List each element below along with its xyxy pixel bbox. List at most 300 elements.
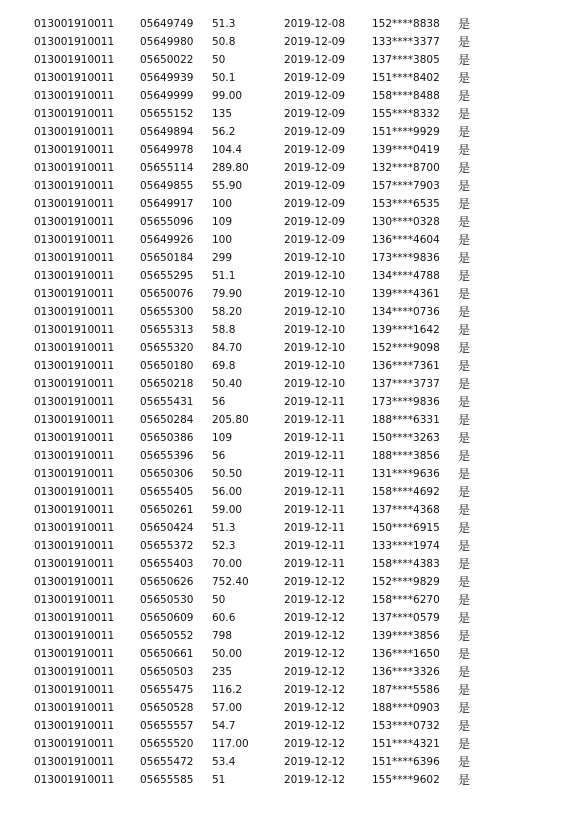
cell-flag: 是 (458, 647, 471, 661)
cell-code: 013001910011 (34, 72, 115, 84)
cell-flag: 是 (458, 89, 471, 103)
cell-flag: 是 (458, 701, 471, 715)
table-row (0, 609, 561, 627)
cell-flag: 是 (458, 449, 471, 463)
cell-order-id: 05650424 (140, 522, 194, 534)
table-row (0, 213, 561, 231)
cell-amount: 116.2 (212, 684, 243, 696)
table-row (0, 771, 561, 789)
cell-phone: 139****4361 (372, 288, 440, 300)
cell-order-id: 05655313 (140, 324, 194, 336)
cell-date: 2019-12-09 (284, 198, 346, 210)
cell-order-id: 05650180 (140, 360, 194, 372)
cell-phone: 137****3737 (372, 378, 440, 390)
table-row (0, 105, 561, 123)
cell-date: 2019-12-10 (284, 306, 346, 318)
cell-order-id: 05650503 (140, 666, 194, 678)
cell-code: 013001910011 (34, 360, 115, 372)
cell-code: 013001910011 (34, 198, 115, 210)
cell-order-id: 05649749 (140, 18, 194, 30)
cell-amount: 99.00 (212, 90, 243, 102)
cell-code: 013001910011 (34, 252, 115, 264)
cell-date: 2019-12-11 (284, 540, 346, 552)
cell-flag: 是 (458, 71, 471, 85)
cell-code: 013001910011 (34, 378, 115, 390)
cell-date: 2019-12-12 (284, 648, 346, 660)
cell-phone: 158****6270 (372, 594, 440, 606)
cell-code: 013001910011 (34, 396, 115, 408)
cell-order-id: 05650284 (140, 414, 194, 426)
cell-date: 2019-12-11 (284, 396, 346, 408)
cell-code: 013001910011 (34, 648, 115, 660)
table-row (0, 177, 561, 195)
cell-phone: 133****3377 (372, 36, 440, 48)
cell-phone: 152****9829 (372, 576, 440, 588)
cell-code: 013001910011 (34, 738, 115, 750)
cell-code: 013001910011 (34, 216, 115, 228)
cell-flag: 是 (458, 593, 471, 607)
table-row (0, 627, 561, 645)
cell-flag: 是 (458, 287, 471, 301)
table-row (0, 303, 561, 321)
cell-order-id: 05655372 (140, 540, 194, 552)
cell-amount: 205.80 (212, 414, 249, 426)
cell-flag: 是 (458, 395, 471, 409)
cell-date: 2019-12-09 (284, 108, 346, 120)
cell-amount: 56 (212, 450, 226, 462)
cell-amount: 50.1 (212, 72, 236, 84)
cell-code: 013001910011 (34, 540, 115, 552)
cell-flag: 是 (458, 305, 471, 319)
cell-amount: 56.00 (212, 486, 243, 498)
cell-code: 013001910011 (34, 486, 115, 498)
cell-code: 013001910011 (34, 342, 115, 354)
cell-phone: 153****0732 (372, 720, 440, 732)
records-table (0, 15, 561, 789)
cell-date: 2019-12-12 (284, 738, 346, 750)
cell-order-id: 05650184 (140, 252, 194, 264)
cell-order-id: 05650076 (140, 288, 194, 300)
cell-phone: 137****0579 (372, 612, 440, 624)
cell-order-id: 05650306 (140, 468, 194, 480)
cell-flag: 是 (458, 431, 471, 445)
cell-amount: 60.6 (212, 612, 236, 624)
cell-code: 013001910011 (34, 684, 115, 696)
cell-order-id: 05649978 (140, 144, 194, 156)
cell-date: 2019-12-11 (284, 558, 346, 570)
cell-date: 2019-12-10 (284, 360, 346, 372)
cell-code: 013001910011 (34, 702, 115, 714)
cell-flag: 是 (458, 179, 471, 193)
cell-code: 013001910011 (34, 144, 115, 156)
cell-date: 2019-12-12 (284, 684, 346, 696)
cell-order-id: 05655114 (140, 162, 194, 174)
cell-date: 2019-12-12 (284, 594, 346, 606)
cell-date: 2019-12-09 (284, 90, 346, 102)
cell-phone: 188****3856 (372, 450, 440, 462)
cell-order-id: 05649917 (140, 198, 194, 210)
table-row (0, 159, 561, 177)
cell-date: 2019-12-09 (284, 144, 346, 156)
cell-code: 013001910011 (34, 504, 115, 516)
cell-phone: 130****0328 (372, 216, 440, 228)
table-row (0, 285, 561, 303)
cell-phone: 139****1642 (372, 324, 440, 336)
cell-amount: 54.7 (212, 720, 236, 732)
cell-flag: 是 (458, 197, 471, 211)
cell-order-id: 05650609 (140, 612, 194, 624)
cell-date: 2019-12-12 (284, 666, 346, 678)
cell-phone: 152****8838 (372, 18, 440, 30)
cell-order-id: 05655300 (140, 306, 194, 318)
cell-amount: 50 (212, 594, 226, 606)
cell-order-id: 05650626 (140, 576, 194, 588)
cell-amount: 100 (212, 234, 233, 246)
cell-flag: 是 (458, 107, 471, 121)
cell-amount: 752.40 (212, 576, 249, 588)
table-row (0, 699, 561, 717)
cell-code: 013001910011 (34, 774, 115, 786)
cell-flag: 是 (458, 755, 471, 769)
table-row (0, 393, 561, 411)
cell-order-id: 05649999 (140, 90, 194, 102)
table-row (0, 573, 561, 591)
cell-flag: 是 (458, 143, 471, 157)
cell-order-id: 05650261 (140, 504, 194, 516)
cell-code: 013001910011 (34, 666, 115, 678)
cell-phone: 151****6396 (372, 756, 440, 768)
cell-date: 2019-12-10 (284, 288, 346, 300)
table-row (0, 663, 561, 681)
cell-date: 2019-12-10 (284, 252, 346, 264)
cell-order-id: 05655520 (140, 738, 194, 750)
cell-amount: 57.00 (212, 702, 243, 714)
cell-code: 013001910011 (34, 468, 115, 480)
table-row (0, 591, 561, 609)
cell-code: 013001910011 (34, 126, 115, 138)
cell-flag: 是 (458, 35, 471, 49)
cell-order-id: 05650528 (140, 702, 194, 714)
table-row (0, 33, 561, 51)
cell-phone: 188****6331 (372, 414, 440, 426)
cell-order-id: 05650552 (140, 630, 194, 642)
table-row (0, 429, 561, 447)
cell-phone: 157****7903 (372, 180, 440, 192)
cell-code: 013001910011 (34, 54, 115, 66)
cell-phone: 139****3856 (372, 630, 440, 642)
table-row (0, 195, 561, 213)
cell-order-id: 05655320 (140, 342, 194, 354)
table-row (0, 645, 561, 663)
cell-code: 013001910011 (34, 234, 115, 246)
cell-amount: 51.1 (212, 270, 236, 282)
table-row (0, 375, 561, 393)
cell-code: 013001910011 (34, 90, 115, 102)
cell-flag: 是 (458, 251, 471, 265)
cell-amount: 56 (212, 396, 226, 408)
table-row (0, 231, 561, 249)
cell-date: 2019-12-09 (284, 36, 346, 48)
cell-order-id: 05650218 (140, 378, 194, 390)
cell-date: 2019-12-11 (284, 432, 346, 444)
cell-flag: 是 (458, 341, 471, 355)
table-row (0, 249, 561, 267)
cell-date: 2019-12-09 (284, 162, 346, 174)
cell-flag: 是 (458, 503, 471, 517)
table-row (0, 69, 561, 87)
cell-flag: 是 (458, 485, 471, 499)
cell-date: 2019-12-11 (284, 468, 346, 480)
cell-amount: 58.8 (212, 324, 236, 336)
cell-order-id: 05650386 (140, 432, 194, 444)
cell-phone: 137****3805 (372, 54, 440, 66)
cell-phone: 188****0903 (372, 702, 440, 714)
cell-flag: 是 (458, 611, 471, 625)
cell-amount: 109 (212, 432, 233, 444)
cell-phone: 187****5586 (372, 684, 440, 696)
cell-flag: 是 (458, 53, 471, 67)
cell-phone: 133****1974 (372, 540, 440, 552)
cell-amount: 50.00 (212, 648, 243, 660)
cell-amount: 59.00 (212, 504, 243, 516)
cell-flag: 是 (458, 773, 471, 787)
table-row (0, 681, 561, 699)
cell-code: 013001910011 (34, 630, 115, 642)
table-row (0, 537, 561, 555)
cell-code: 013001910011 (34, 18, 115, 30)
cell-amount: 69.8 (212, 360, 236, 372)
cell-order-id: 05649926 (140, 234, 194, 246)
cell-date: 2019-12-10 (284, 342, 346, 354)
cell-date: 2019-12-11 (284, 504, 346, 516)
cell-order-id: 05655096 (140, 216, 194, 228)
cell-flag: 是 (458, 683, 471, 697)
cell-amount: 50.50 (212, 468, 243, 480)
cell-order-id: 05650530 (140, 594, 194, 606)
cell-order-id: 05655472 (140, 756, 194, 768)
cell-flag: 是 (458, 161, 471, 175)
table-row (0, 267, 561, 285)
cell-order-id: 05655557 (140, 720, 194, 732)
cell-amount: 104.4 (212, 144, 243, 156)
cell-code: 013001910011 (34, 270, 115, 282)
table-row (0, 123, 561, 141)
cell-flag: 是 (458, 323, 471, 337)
cell-phone: 152****9098 (372, 342, 440, 354)
cell-phone: 136****7361 (372, 360, 440, 372)
cell-phone: 150****3263 (372, 432, 440, 444)
cell-date: 2019-12-11 (284, 486, 346, 498)
cell-order-id: 05655475 (140, 684, 194, 696)
cell-date: 2019-12-12 (284, 720, 346, 732)
cell-flag: 是 (458, 467, 471, 481)
cell-phone: 155****8332 (372, 108, 440, 120)
cell-phone: 173****9836 (372, 252, 440, 264)
cell-date: 2019-12-10 (284, 324, 346, 336)
table-row (0, 87, 561, 105)
cell-order-id: 05655585 (140, 774, 194, 786)
table-row (0, 357, 561, 375)
cell-flag: 是 (458, 17, 471, 31)
cell-flag: 是 (458, 233, 471, 247)
cell-amount: 70.00 (212, 558, 243, 570)
cell-phone: 136****1650 (372, 648, 440, 660)
cell-date: 2019-12-08 (284, 18, 346, 30)
cell-phone: 155****9602 (372, 774, 440, 786)
cell-flag: 是 (458, 719, 471, 733)
cell-code: 013001910011 (34, 720, 115, 732)
cell-phone: 136****4604 (372, 234, 440, 246)
cell-amount: 100 (212, 198, 233, 210)
cell-order-id: 05650022 (140, 54, 194, 66)
cell-date: 2019-12-09 (284, 216, 346, 228)
cell-amount: 117.00 (212, 738, 249, 750)
cell-phone: 158****8488 (372, 90, 440, 102)
cell-date: 2019-12-09 (284, 126, 346, 138)
cell-phone: 158****4692 (372, 486, 440, 498)
cell-date: 2019-12-10 (284, 270, 346, 282)
table-row (0, 51, 561, 69)
cell-code: 013001910011 (34, 522, 115, 534)
cell-amount: 299 (212, 252, 233, 264)
cell-code: 013001910011 (34, 558, 115, 570)
cell-date: 2019-12-09 (284, 54, 346, 66)
table-row (0, 753, 561, 771)
cell-code: 013001910011 (34, 324, 115, 336)
cell-date: 2019-12-10 (284, 378, 346, 390)
cell-phone: 136****3326 (372, 666, 440, 678)
table-row (0, 483, 561, 501)
cell-order-id: 05649939 (140, 72, 194, 84)
cell-flag: 是 (458, 125, 471, 139)
cell-code: 013001910011 (34, 162, 115, 174)
cell-amount: 50.40 (212, 378, 243, 390)
cell-code: 013001910011 (34, 108, 115, 120)
cell-flag: 是 (458, 413, 471, 427)
cell-order-id: 05655403 (140, 558, 194, 570)
cell-order-id: 05649980 (140, 36, 194, 48)
cell-flag: 是 (458, 377, 471, 391)
cell-code: 013001910011 (34, 576, 115, 588)
cell-amount: 56.2 (212, 126, 236, 138)
cell-code: 013001910011 (34, 450, 115, 462)
cell-phone: 137****4368 (372, 504, 440, 516)
cell-flag: 是 (458, 539, 471, 553)
cell-date: 2019-12-09 (284, 234, 346, 246)
cell-phone: 173****9836 (372, 396, 440, 408)
cell-flag: 是 (458, 269, 471, 283)
cell-date: 2019-12-12 (284, 702, 346, 714)
cell-date: 2019-12-12 (284, 612, 346, 624)
cell-flag: 是 (458, 359, 471, 373)
cell-amount: 51.3 (212, 522, 236, 534)
table-row (0, 15, 561, 33)
cell-amount: 53.4 (212, 756, 236, 768)
cell-amount: 58.20 (212, 306, 243, 318)
cell-order-id: 05649855 (140, 180, 194, 192)
cell-code: 013001910011 (34, 288, 115, 300)
cell-code: 013001910011 (34, 414, 115, 426)
cell-flag: 是 (458, 521, 471, 535)
cell-phone: 150****6915 (372, 522, 440, 534)
cell-order-id: 05655431 (140, 396, 194, 408)
cell-date: 2019-12-12 (284, 774, 346, 786)
cell-amount: 109 (212, 216, 233, 228)
cell-order-id: 05655152 (140, 108, 194, 120)
cell-phone: 151****9929 (372, 126, 440, 138)
cell-flag: 是 (458, 737, 471, 751)
cell-phone: 158****4383 (372, 558, 440, 570)
cell-amount: 79.90 (212, 288, 243, 300)
cell-code: 013001910011 (34, 594, 115, 606)
table-row (0, 519, 561, 537)
cell-amount: 798 (212, 630, 233, 642)
cell-flag: 是 (458, 665, 471, 679)
cell-amount: 52.3 (212, 540, 236, 552)
cell-date: 2019-12-09 (284, 180, 346, 192)
cell-amount: 289.80 (212, 162, 249, 174)
cell-flag: 是 (458, 215, 471, 229)
table-row (0, 321, 561, 339)
cell-date: 2019-12-12 (284, 576, 346, 588)
table-row (0, 447, 561, 465)
cell-order-id: 05650661 (140, 648, 194, 660)
cell-phone: 151****8402 (372, 72, 440, 84)
cell-order-id: 05649894 (140, 126, 194, 138)
table-row (0, 141, 561, 159)
cell-date: 2019-12-12 (284, 756, 346, 768)
table-row (0, 339, 561, 357)
cell-phone: 131****9636 (372, 468, 440, 480)
cell-amount: 135 (212, 108, 233, 120)
cell-order-id: 05655396 (140, 450, 194, 462)
cell-code: 013001910011 (34, 756, 115, 768)
cell-date: 2019-12-11 (284, 522, 346, 534)
cell-phone: 153****6535 (372, 198, 440, 210)
cell-amount: 50.8 (212, 36, 236, 48)
cell-date: 2019-12-11 (284, 450, 346, 462)
cell-phone: 139****0419 (372, 144, 440, 156)
cell-order-id: 05655405 (140, 486, 194, 498)
cell-date: 2019-12-09 (284, 72, 346, 84)
cell-amount: 84.70 (212, 342, 243, 354)
cell-amount: 235 (212, 666, 233, 678)
cell-phone: 134****4788 (372, 270, 440, 282)
cell-code: 013001910011 (34, 432, 115, 444)
table-row (0, 465, 561, 483)
cell-code: 013001910011 (34, 180, 115, 192)
cell-phone: 151****4321 (372, 738, 440, 750)
cell-flag: 是 (458, 629, 471, 643)
cell-amount: 51.3 (212, 18, 236, 30)
cell-date: 2019-12-12 (284, 630, 346, 642)
table-row (0, 555, 561, 573)
cell-code: 013001910011 (34, 612, 115, 624)
table-row (0, 717, 561, 735)
cell-phone: 134****0736 (372, 306, 440, 318)
table-row (0, 501, 561, 519)
cell-code: 013001910011 (34, 306, 115, 318)
cell-flag: 是 (458, 575, 471, 589)
cell-date: 2019-12-11 (284, 414, 346, 426)
cell-flag: 是 (458, 557, 471, 571)
cell-amount: 55.90 (212, 180, 243, 192)
cell-code: 013001910011 (34, 36, 115, 48)
table-row (0, 735, 561, 753)
cell-phone: 132****8700 (372, 162, 440, 174)
table-row (0, 411, 561, 429)
cell-amount: 50 (212, 54, 226, 66)
